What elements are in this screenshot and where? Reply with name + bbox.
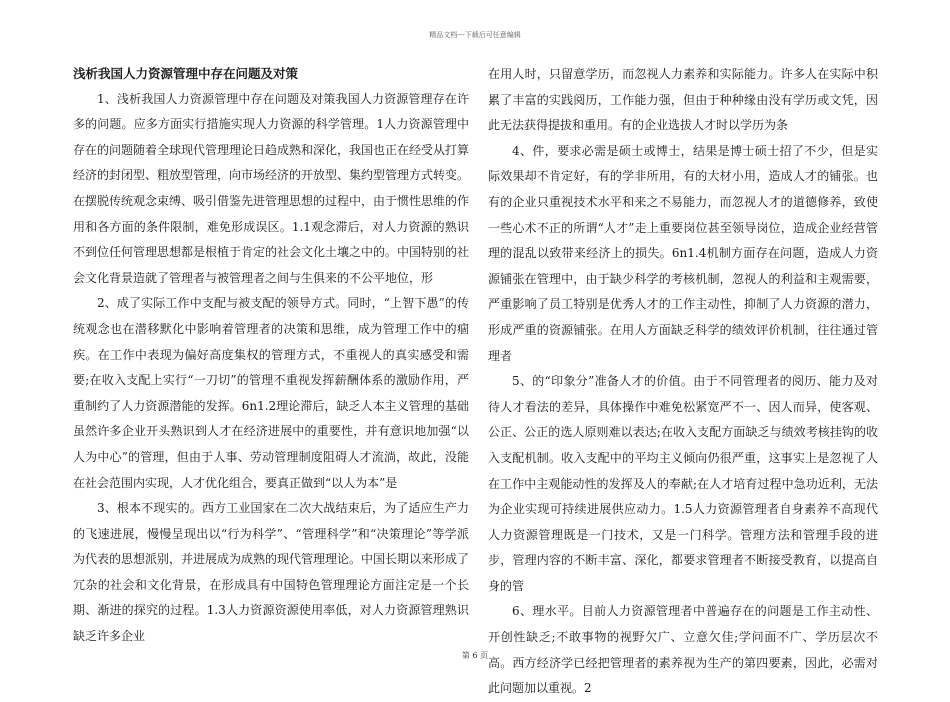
paragraph: 2、成了实际工作中支配与被支配的领导方式。同时，“上智下愚”的传统观念也在潜移默化中影响着管理者的决策和思维，成为管理工作中的痼疾。在工作中表现为偏好高度集权的管理方式，不重视人的真实感受和需要;在收入支配上实行“一刀切”的管理不重视发挥薪酬体系的激励作用，严重制约了人力资源潜能的发挥。6n1.2理论滞后，缺乏人本主义管理的基础虽然许多企业开头熟识到人才在经济进展中的重要性，并有意识地加强“以人为中心”的管理，但由于人事、劳动管理制度阻碍人才流淌，故此，没能在社会范围内实现，人才优化组合，要真正做到“以人为本”是 bbox=[73, 296, 469, 490]
paragraph: 5、的“印象分”准备人才的价值。由于不同管理者的阅历、能力及对待人才看法的差异，具体操作中难免松紧宽严不一、因人而异，使客观、公正、公正的选人原则难以表达;在收入支配方面缺乏与绩效考核挂钩的收入支配机制。收入支配中的平均主义倾向仍很严重，这事实上是忽视了人在工作中主观能动性的发挥及人的奉献;在人才培育过程中急功近利，无法为企业实现可持续进展供应动力。1.5人力资源管理者自身素养不高现代人力资源管理既是一门技术，又是一门科学。管理方法和管理手段的进步，管理内容的不断丰富、深化，都要求管理者不断接受教育，以提高自身的管 bbox=[488, 374, 878, 593]
right-column bbox=[488, 62, 878, 702]
page-number: 第 6 页 bbox=[461, 651, 489, 660]
page-header: 精品文档---下载后可任意编辑 bbox=[429, 31, 521, 39]
document-title: 浅析我国人力资源管理中存在问题及对策 bbox=[73, 66, 299, 81]
left-column bbox=[73, 61, 469, 650]
paragraph: 4、件，要求必需是硕士或博士，结果是博士硕士招了不少，但是实际效果却不肯定好，有的学非所用，有的大材小用，造成人才的铺张。也有的企业只重视技术水平和来之不易能力，而忽视人才的道德修养，致使一些心术不正的所谓“人才”走上重要岗位甚至领导岗位，造成企业经营管理的混乱以致带来经济上的损失。6n1.4机制方面存在问题，造成人力资源铺张在管理中，由于缺少科学的考核机制，忽视人的利益和主观需要，严重影响了员工特别是优秀人才的工作主动性，抑制了人力资源的潜力，形成严重的资源铺张。在用人方面缺乏科学的绩效评价机制，往往通过管理者 bbox=[488, 143, 878, 363]
paragraph: 3、根本不现实的。西方工业国家在二次大战结束后，为了适应生产力的飞速进展，慢慢呈现出以“行为科学”、“管理科学”和“决策理论”等学派为代表的思想派别，并进展成为成熟的现代管理理论。中国长期以来形成了冗杂的社会和文化背景，在形成具有中国特色管理理论方面注定是一个长期、渐进的探究的过程。1.3人力资源资源使用率低，对人力资源管理熟识缺乏许多企业 bbox=[73, 501, 470, 644]
paragraph: 1、浅析我国人力资源管理中存在问题及对策我国人力资源管理存在许多的问题。应多方面实行措施实现人力资源的科学管理。1人力资源管理中存在的问题随着全球现代管理理论日趋成熟和深化，我国也正在经受从打算经济的封闭型、粗放型管理，向市场经济的开放型、集约型管理方式转变。在摆脱传统观念束缚、吸引借鉴先进管理思想的过程中，由于惯性思维的作用和各方面的条件限制，难免形成误区。1.1观念滞后，对人力资源的熟识不到位任何管理思想都是根植于肯定的社会文化土壤之中的。中国特别的社会文化背景造就了管理者与被管理者之间与生俱来的不公平地位，形 bbox=[73, 91, 470, 285]
paragraph: 6、理水平。目前人力资源管理者中普遍存在的问题是工作主动性、开创性缺乏;不敢事物的视野欠广、立意欠佳;学问面不广、学历层次不高。西方经济学已经把管理者的素养视为生产的第四要素，因此，必需对此问题加以重视。2 bbox=[488, 604, 878, 696]
paragraph-continued: 在用人时，只留意学历，而忽视人力素养和实际能力。许多人在实际中积累了丰富的实践阅历，工作能力强，但由于种种缘由没有学历或文凭，因此无法获得提拔和重用。有的企业选拔人才时以学历为条 bbox=[488, 67, 878, 133]
